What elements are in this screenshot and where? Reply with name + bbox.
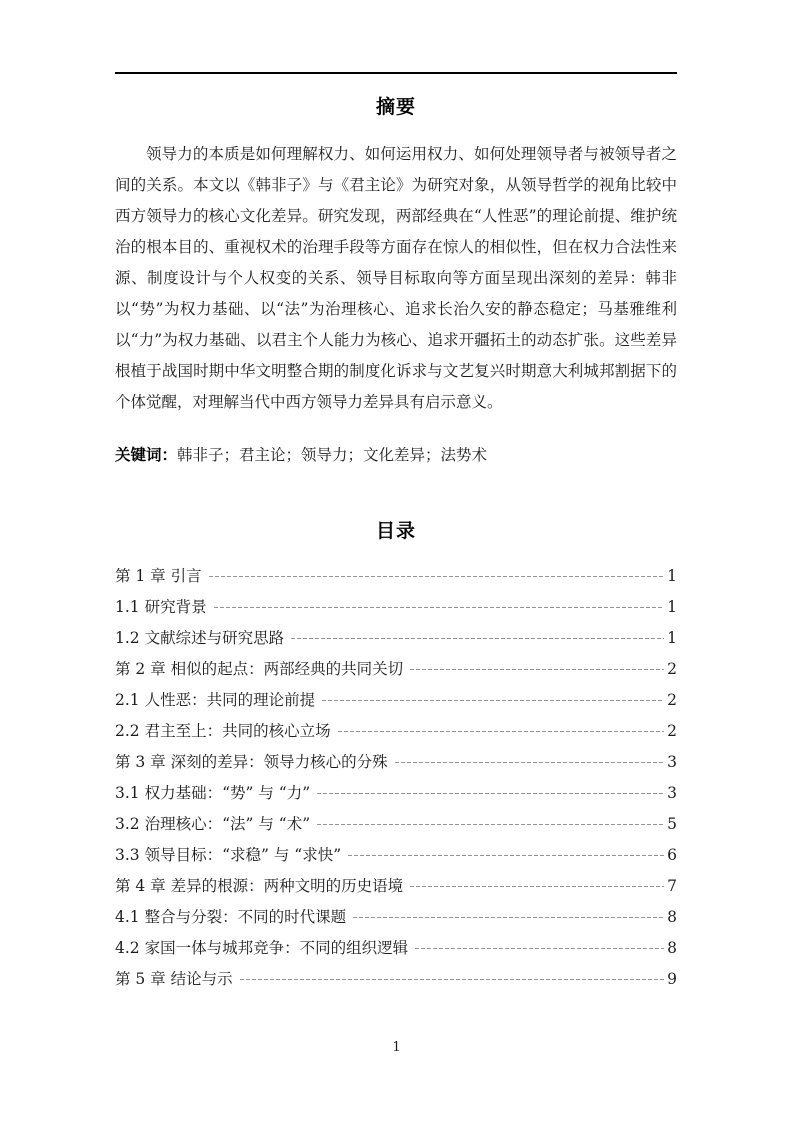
toc-heading: 目录 (375, 521, 416, 542)
toc-entry-page-number: 3 (667, 784, 677, 802)
toc-entry-title: 1.1 研究背景 (115, 598, 207, 616)
keywords-label: 关键词： (115, 447, 178, 464)
toc-row[interactable] (115, 964, 677, 995)
toc-section (115, 519, 677, 995)
toc-entry-page-number: 5 (667, 815, 677, 833)
toc-entry-page-number: 2 (667, 691, 677, 709)
keywords-values: 韩非子；君主论；领导力；文化差异；法势术 (177, 446, 488, 464)
toc-entry-page-number: 1 (667, 629, 677, 647)
toc-entry-page-number: 1 (667, 598, 677, 616)
toc-row[interactable] (115, 592, 677, 623)
toc-dot-leader (239, 979, 664, 980)
toc-row[interactable] (115, 561, 677, 592)
toc-dot-leader (316, 824, 664, 825)
toc-dot-leader (213, 607, 665, 608)
toc-entry-title: 3.1 权力基础：“势” 与 “力” (115, 784, 311, 802)
toc-entry-title: 2.1 人性恶：共同的理论前提 (115, 691, 316, 709)
toc-row[interactable] (115, 716, 677, 747)
toc-entry-title: 3.3 领导目标：“求稳” 与 “求快” (115, 846, 342, 864)
toc-dot-leader (347, 855, 664, 856)
toc-dot-leader (316, 793, 664, 794)
toc-entry-page-number: 7 (667, 877, 677, 895)
toc-entry-title: 4.2 家国一体与城邦竞争：不同的组织逻辑 (115, 939, 409, 957)
toc-row[interactable] (115, 933, 677, 964)
toc-entry-page-number: 9 (667, 970, 677, 988)
toc-row[interactable] (115, 747, 677, 778)
toc-entry-title: 1.2 文献综述与研究思路 (115, 629, 285, 647)
page-content (115, 95, 677, 995)
toc-entry-title: 第 2 章 相似的起点：两部经典的共同关切 (115, 660, 404, 678)
toc-entry-page-number: 1 (667, 567, 677, 585)
toc-dot-leader (208, 576, 664, 577)
toc-entry-page-number: 8 (667, 939, 677, 957)
toc-row[interactable] (115, 840, 677, 871)
toc-dot-leader (409, 669, 664, 670)
toc-row[interactable] (115, 871, 677, 902)
toc-row[interactable] (115, 778, 677, 809)
toc-entry-title: 3.2 治理核心：“法” 与 “术” (115, 815, 311, 833)
header-rule (115, 72, 677, 74)
toc-entry-title: 2.2 君主至上：共同的核心立场 (115, 722, 331, 740)
abstract-section (115, 95, 677, 471)
toc-dot-leader (321, 700, 664, 701)
toc-entry-title: 第 3 章 深刻的差异：领导力核心的分殊 (115, 753, 388, 771)
toc-entry-title: 第 1 章 引言 (115, 567, 202, 585)
toc-entry-title: 第 4 章 差异的根源：两种文明的历史语境 (115, 877, 404, 895)
footer-page-number: 1 (392, 1040, 401, 1055)
keywords-line (115, 440, 677, 471)
toc-row[interactable] (115, 685, 677, 716)
toc-entry-title: 4.1 整合与分裂：不同的时代课题 (115, 908, 347, 926)
toc-row[interactable] (115, 623, 677, 654)
abstract-heading: 摘要 (375, 97, 416, 118)
toc-list (115, 561, 677, 995)
toc-row[interactable] (115, 902, 677, 933)
abstract-paragraph: 领导力的本质是如何理解权力、如何运用权力、如何处理领导者与被领导者之间的关系。本文以《韩非子》与《君主论》为研究对象，从领导哲学的视角比较中西方领导力的核心文化差异。研究发现，两部经典在“人性恶”的理论前提、维护统治的根本目的、重视权术的治理手段等方面存在惊人的相似性，但在权力合法性来源、制度设计与个人权变的关系、领导目标取向等方面呈现出深刻的差异：韩非以“势”为权力基础、以“法”为治理核心、追求长治久安的静态稳定；马基雅维利以“力”为权力基础、以君主个人能力为核心、追求开疆拓土的动态扩张。这些差异根植于战国时期中华文明整合期的制度化诉求与文艺复兴时期意大利城邦割据下的个体觉醒，对理解当代中西方领导力差异具有启示意义。 (115, 145, 677, 411)
toc-row[interactable] (115, 654, 677, 685)
toc-entry-page-number: 8 (667, 908, 677, 926)
toc-dot-leader (337, 731, 665, 732)
toc-dot-leader (409, 886, 664, 887)
abstract-body (115, 139, 677, 418)
toc-row[interactable] (115, 809, 677, 840)
toc-dot-leader (414, 948, 664, 949)
toc-dot-leader (352, 917, 664, 918)
toc-entry-page-number: 3 (667, 753, 677, 771)
toc-dot-leader (394, 762, 664, 763)
toc-entry-title: 第 5 章 结论与示 (115, 970, 233, 988)
toc-entry-page-number: 2 (667, 722, 677, 740)
toc-dot-leader (290, 638, 664, 639)
toc-entry-page-number: 2 (667, 660, 677, 678)
toc-entry-page-number: 6 (667, 846, 677, 864)
